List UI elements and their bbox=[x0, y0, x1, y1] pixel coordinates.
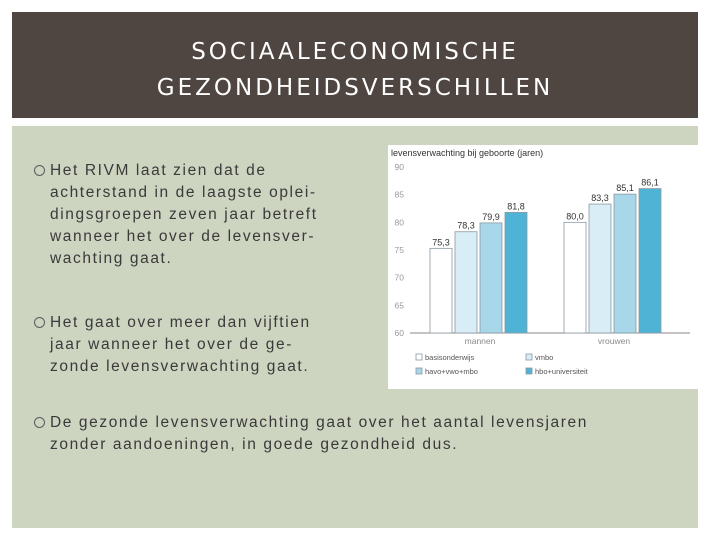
bar bbox=[614, 194, 636, 333]
bar-value-label: 81,8 bbox=[507, 201, 525, 212]
bar bbox=[430, 248, 452, 333]
y-tick-label: 80 bbox=[394, 217, 404, 228]
y-tick-label: 65 bbox=[394, 300, 404, 311]
legend-label: vmbo bbox=[535, 353, 554, 362]
bullet-text: Het RIVM laat zien dat de achterstand in de laagste oplei- dingsgroepen zeven jaar betreft wanneer het over de levensver- wachting gaat. bbox=[50, 162, 318, 267]
bullet-item bbox=[34, 412, 694, 456]
bar-value-label: 79,9 bbox=[482, 211, 500, 222]
bullet-circle-icon bbox=[34, 165, 45, 176]
bar bbox=[455, 232, 477, 333]
bullet-text: De gezonde levensverwachting gaat over het aantal levensjaren zonder aandoeningen, in goede gezondheid dus. bbox=[50, 414, 588, 453]
bar bbox=[589, 204, 611, 333]
bullet-circle-icon bbox=[34, 417, 45, 428]
bar-value-label: 80,0 bbox=[566, 211, 584, 222]
title-bar bbox=[12, 12, 698, 118]
y-tick-label: 60 bbox=[394, 328, 404, 338]
legend-label: hbo+universiteit bbox=[535, 367, 588, 376]
legend-label: basisonderwijs bbox=[425, 353, 475, 362]
legend-swatch bbox=[526, 354, 532, 360]
legend-swatch bbox=[416, 354, 422, 360]
bar-value-label: 78,3 bbox=[457, 220, 475, 231]
legend-label: havo+vwo+mbo bbox=[425, 367, 478, 376]
chart-image bbox=[388, 145, 698, 389]
bar bbox=[564, 222, 586, 333]
bullet-item bbox=[34, 312, 374, 378]
x-tick-label: mannen bbox=[464, 336, 496, 346]
title-line-2: GEZONDHEIDSVERSCHILLEN bbox=[156, 75, 554, 101]
y-tick-label: 75 bbox=[394, 245, 404, 255]
x-tick-label: vrouwen bbox=[597, 336, 631, 346]
bar-value-label: 86,1 bbox=[641, 177, 659, 188]
bar-chart bbox=[388, 145, 698, 389]
bar-value-label: 75,3 bbox=[432, 237, 450, 248]
chart-title: levensverwachting bij geboorte (jaren) bbox=[391, 148, 544, 158]
legend-swatch bbox=[416, 368, 422, 374]
bullet-text: Het gaat over meer dan vijftien jaar wanneer het over de ge- zonde levensverwachting gaat. bbox=[50, 314, 311, 375]
y-tick-label: 85 bbox=[394, 189, 404, 200]
bar-value-label: 83,3 bbox=[591, 193, 609, 204]
legend-swatch bbox=[526, 368, 532, 374]
bar bbox=[480, 223, 502, 333]
slide-title bbox=[12, 34, 698, 106]
y-tick-label: 90 bbox=[394, 162, 404, 172]
bullet-circle-icon bbox=[34, 317, 45, 328]
title-line-1: SOCIAALECONOMISCHE bbox=[191, 39, 519, 65]
y-tick-label: 70 bbox=[394, 272, 404, 283]
bar-value-label: 85,1 bbox=[616, 183, 634, 194]
bar bbox=[639, 189, 661, 333]
bullet-item bbox=[34, 160, 374, 270]
bar bbox=[505, 212, 527, 333]
